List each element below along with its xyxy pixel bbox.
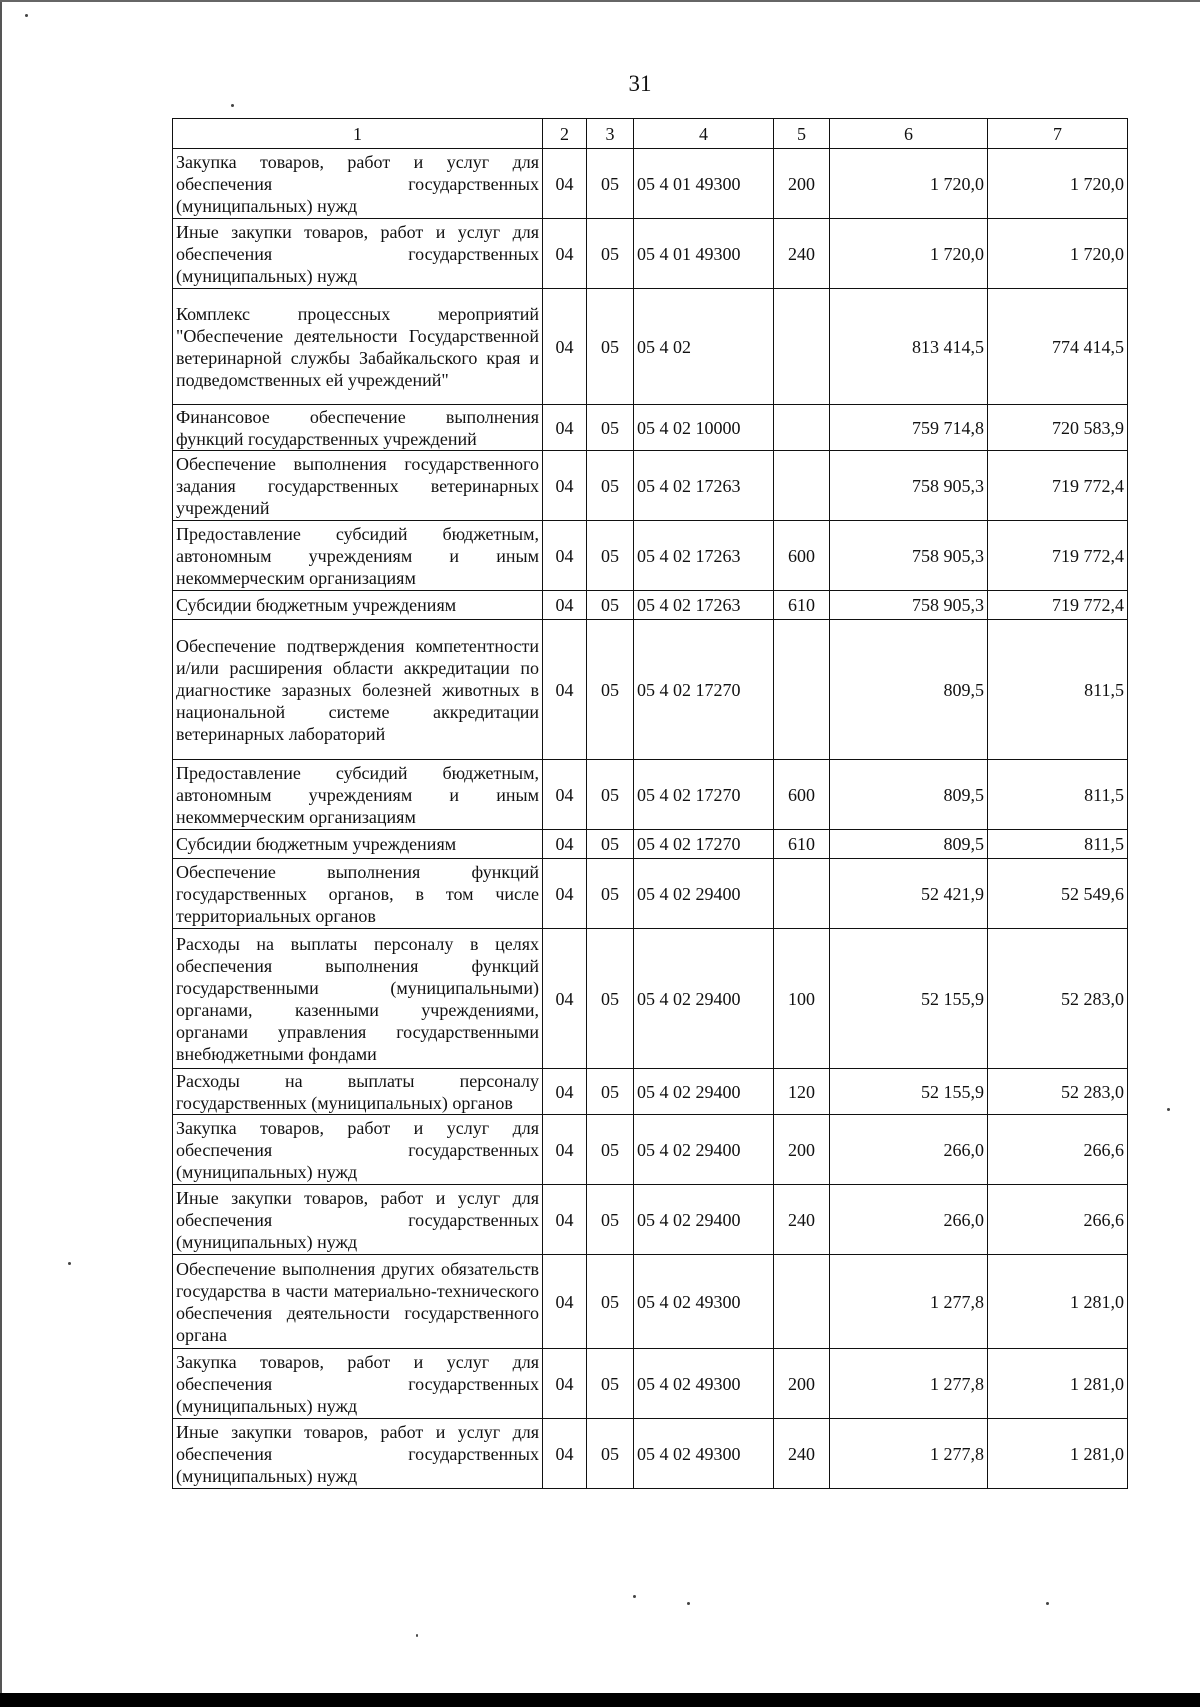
table-row [173,830,1128,859]
cell-amount-year-2: 1 720,0 [988,149,1128,219]
row-name: Предоставление субсидий бюджетным, автономным учреждениям и иным некоммерческим организациям [173,760,543,830]
cell-target-article: 05 4 02 10000 [634,405,774,451]
row-name: Субсидии бюджетным учреждениям [173,591,543,620]
cell-expense-type: 200 [774,1349,830,1419]
cell-amount-year-2: 52 283,0 [988,1069,1128,1115]
cell-amount-year-1: 1 277,8 [830,1255,988,1349]
cell-section: 04 [543,289,587,405]
row-name: Иные закупки товаров, работ и услуг для обеспечения государственных (муниципальных) нужд [173,1185,543,1255]
cell-section: 04 [543,219,587,289]
column-header: 6 [830,119,988,149]
cell-expense-type: 610 [774,830,830,859]
cell-expense-type: 100 [774,929,830,1069]
table-row [173,859,1128,929]
cell-amount-year-2: 1 720,0 [988,219,1128,289]
cell-amount-year-1: 52 155,9 [830,1069,988,1115]
column-header: 1 [173,119,543,149]
cell-subsection: 05 [587,760,634,830]
cell-section: 04 [543,1419,587,1489]
cell-section: 04 [543,859,587,929]
table-header-row [173,119,1128,149]
cell-subsection: 05 [587,591,634,620]
cell-expense-type [774,289,830,405]
table-row [173,620,1128,760]
column-header: 2 [543,119,587,149]
cell-subsection: 05 [587,1349,634,1419]
table-row [173,1185,1128,1255]
cell-expense-type: 240 [774,219,830,289]
cell-amount-year-1: 809,5 [830,620,988,760]
cell-target-article: 05 4 02 29400 [634,1185,774,1255]
table-body [173,149,1128,1489]
cell-target-article: 05 4 02 17270 [634,760,774,830]
cell-amount-year-2: 266,6 [988,1115,1128,1185]
cell-subsection: 05 [587,1115,634,1185]
cell-amount-year-1: 1 720,0 [830,149,988,219]
row-name: Финансовое обеспечение выполнения функций государственных учреждений [173,405,543,451]
cell-amount-year-2: 811,5 [988,620,1128,760]
cell-expense-type: 200 [774,1115,830,1185]
cell-amount-year-1: 813 414,5 [830,289,988,405]
cell-subsection: 05 [587,521,634,591]
cell-amount-year-1: 266,0 [830,1185,988,1255]
cell-section: 04 [543,521,587,591]
cell-amount-year-2: 774 414,5 [988,289,1128,405]
scan-speck [687,1602,690,1605]
cell-amount-year-2: 811,5 [988,760,1128,830]
cell-amount-year-1: 758 905,3 [830,451,988,521]
table-row [173,219,1128,289]
cell-amount-year-2: 52 549,6 [988,859,1128,929]
cell-section: 04 [543,1069,587,1115]
cell-expense-type: 610 [774,591,830,620]
cell-amount-year-2: 811,5 [988,830,1128,859]
table-row [173,591,1128,620]
cell-amount-year-1: 759 714,8 [830,405,988,451]
cell-section: 04 [543,1115,587,1185]
cell-section: 04 [543,929,587,1069]
scan-edge-left [0,0,2,1707]
table-row [173,149,1128,219]
cell-target-article: 05 4 02 17263 [634,591,774,620]
cell-target-article: 05 4 02 17263 [634,451,774,521]
row-name: Обеспечение выполнения других обязательств государства в части материально-технического обеспечения деятельности государственного органа [173,1255,543,1349]
cell-target-article: 05 4 02 49300 [634,1349,774,1419]
cell-expense-type: 600 [774,760,830,830]
row-name: Закупка товаров, работ и услуг для обеспечения государственных (муниципальных) нужд [173,1115,543,1185]
cell-expense-type: 200 [774,149,830,219]
column-header: 7 [988,119,1128,149]
row-name: Закупка товаров, работ и услуг для обеспечения государственных (муниципальных) нужд [173,1349,543,1419]
cell-expense-type: 240 [774,1419,830,1489]
cell-section: 04 [543,451,587,521]
cell-subsection: 05 [587,405,634,451]
table-row [173,521,1128,591]
cell-amount-year-1: 809,5 [830,760,988,830]
cell-subsection: 05 [587,859,634,929]
row-name: Расходы на выплаты персоналу государственных (муниципальных) органов [173,1069,543,1115]
cell-amount-year-2: 52 283,0 [988,929,1128,1069]
row-name: Предоставление субсидий бюджетным, автономным учреждениям и иным некоммерческим организациям [173,521,543,591]
table-row [173,405,1128,451]
cell-target-article: 05 4 02 17263 [634,521,774,591]
cell-amount-year-1: 1 277,8 [830,1419,988,1489]
scan-speck [416,1634,418,1637]
cell-section: 04 [543,1185,587,1255]
scan-speck [25,14,28,17]
cell-expense-type: 240 [774,1185,830,1255]
column-header: 4 [634,119,774,149]
cell-section: 04 [543,149,587,219]
row-name: Иные закупки товаров, работ и услуг для обеспечения государственных (муниципальных) нужд [173,219,543,289]
row-name: Закупка товаров, работ и услуг для обеспечения государственных (муниципальных) нужд [173,149,543,219]
cell-subsection: 05 [587,149,634,219]
column-header: 5 [774,119,830,149]
cell-amount-year-2: 1 281,0 [988,1255,1128,1349]
cell-amount-year-2: 1 281,0 [988,1419,1128,1489]
cell-subsection: 05 [587,1255,634,1349]
row-name: Обеспечение подтверждения компетентности и/или расширения области аккредитации по диагностике заразных болезней животных в национальной системе аккредитации ветеринарных лабораторий [173,620,543,760]
cell-section: 04 [543,620,587,760]
scan-speck [1046,1602,1049,1605]
scan-edge-bottom [0,1693,1200,1707]
cell-target-article: 05 4 02 [634,289,774,405]
cell-expense-type: 120 [774,1069,830,1115]
row-name: Обеспечение выполнения государственного задания государственных ветеринарных учреждений [173,451,543,521]
cell-amount-year-1: 1 720,0 [830,219,988,289]
cell-amount-year-2: 719 772,4 [988,521,1128,591]
table-row [173,289,1128,405]
table-row [173,1115,1128,1185]
cell-subsection: 05 [587,929,634,1069]
cell-target-article: 05 4 01 49300 [634,149,774,219]
cell-subsection: 05 [587,1185,634,1255]
row-name: Субсидии бюджетным учреждениям [173,830,543,859]
cell-expense-type: 600 [774,521,830,591]
row-name: Обеспечение выполнения функций государственных органов, в том числе территориальных органов [173,859,543,929]
cell-target-article: 05 4 01 49300 [634,219,774,289]
cell-subsection: 05 [587,289,634,405]
row-name: Иные закупки товаров, работ и услуг для обеспечения государственных (муниципальных) нужд [173,1419,543,1489]
cell-section: 04 [543,1349,587,1419]
cell-target-article: 05 4 02 29400 [634,1115,774,1185]
cell-expense-type [774,405,830,451]
cell-section: 04 [543,760,587,830]
cell-amount-year-2: 719 772,4 [988,451,1128,521]
cell-amount-year-1: 809,5 [830,830,988,859]
cell-amount-year-1: 52 155,9 [830,929,988,1069]
cell-target-article: 05 4 02 17270 [634,830,774,859]
cell-target-article: 05 4 02 29400 [634,929,774,1069]
table-row [173,760,1128,830]
cell-amount-year-1: 52 421,9 [830,859,988,929]
table-row [173,1419,1128,1489]
cell-target-article: 05 4 02 29400 [634,859,774,929]
cell-section: 04 [543,405,587,451]
cell-amount-year-1: 266,0 [830,1115,988,1185]
cell-amount-year-1: 758 905,3 [830,591,988,620]
cell-subsection: 05 [587,219,634,289]
table-row [173,929,1128,1069]
cell-subsection: 05 [587,1419,634,1489]
row-name: Комплекс процессных мероприятий "Обеспечение деятельности Государственной ветеринарной службы Забайкальского края и подведомственных ей учреждений" [173,289,543,405]
table-row [173,1349,1128,1419]
page-number: 31 [628,71,652,96]
cell-expense-type [774,859,830,929]
budget-table [172,118,1128,1489]
cell-amount-year-1: 758 905,3 [830,521,988,591]
scan-speck [633,1595,636,1598]
cell-section: 04 [543,591,587,620]
scan-speck [1167,1108,1170,1111]
table-row [173,1255,1128,1349]
cell-target-article: 05 4 02 29400 [634,1069,774,1115]
cell-target-article: 05 4 02 49300 [634,1255,774,1349]
cell-target-article: 05 4 02 17270 [634,620,774,760]
scan-edge-top [0,0,1200,2]
cell-amount-year-2: 720 583,9 [988,405,1128,451]
cell-subsection: 05 [587,620,634,760]
cell-subsection: 05 [587,830,634,859]
cell-expense-type [774,451,830,521]
cell-amount-year-2: 1 281,0 [988,1349,1128,1419]
cell-amount-year-1: 1 277,8 [830,1349,988,1419]
table-row [173,451,1128,521]
cell-section: 04 [543,1255,587,1349]
cell-target-article: 05 4 02 49300 [634,1419,774,1489]
cell-amount-year-2: 266,6 [988,1185,1128,1255]
row-name: Расходы на выплаты персоналу в целях обеспечения выполнения функций государственными (муниципальными) органами, казенными учреждениями, органами управления государственными внебюджетными фондами [173,929,543,1069]
cell-section: 04 [543,830,587,859]
scan-speck [68,1262,71,1265]
cell-subsection: 05 [587,1069,634,1115]
table-row [173,1069,1128,1115]
cell-subsection: 05 [587,451,634,521]
column-header: 3 [587,119,634,149]
scan-speck [231,104,234,107]
cell-amount-year-2: 719 772,4 [988,591,1128,620]
cell-expense-type [774,620,830,760]
cell-expense-type [774,1255,830,1349]
